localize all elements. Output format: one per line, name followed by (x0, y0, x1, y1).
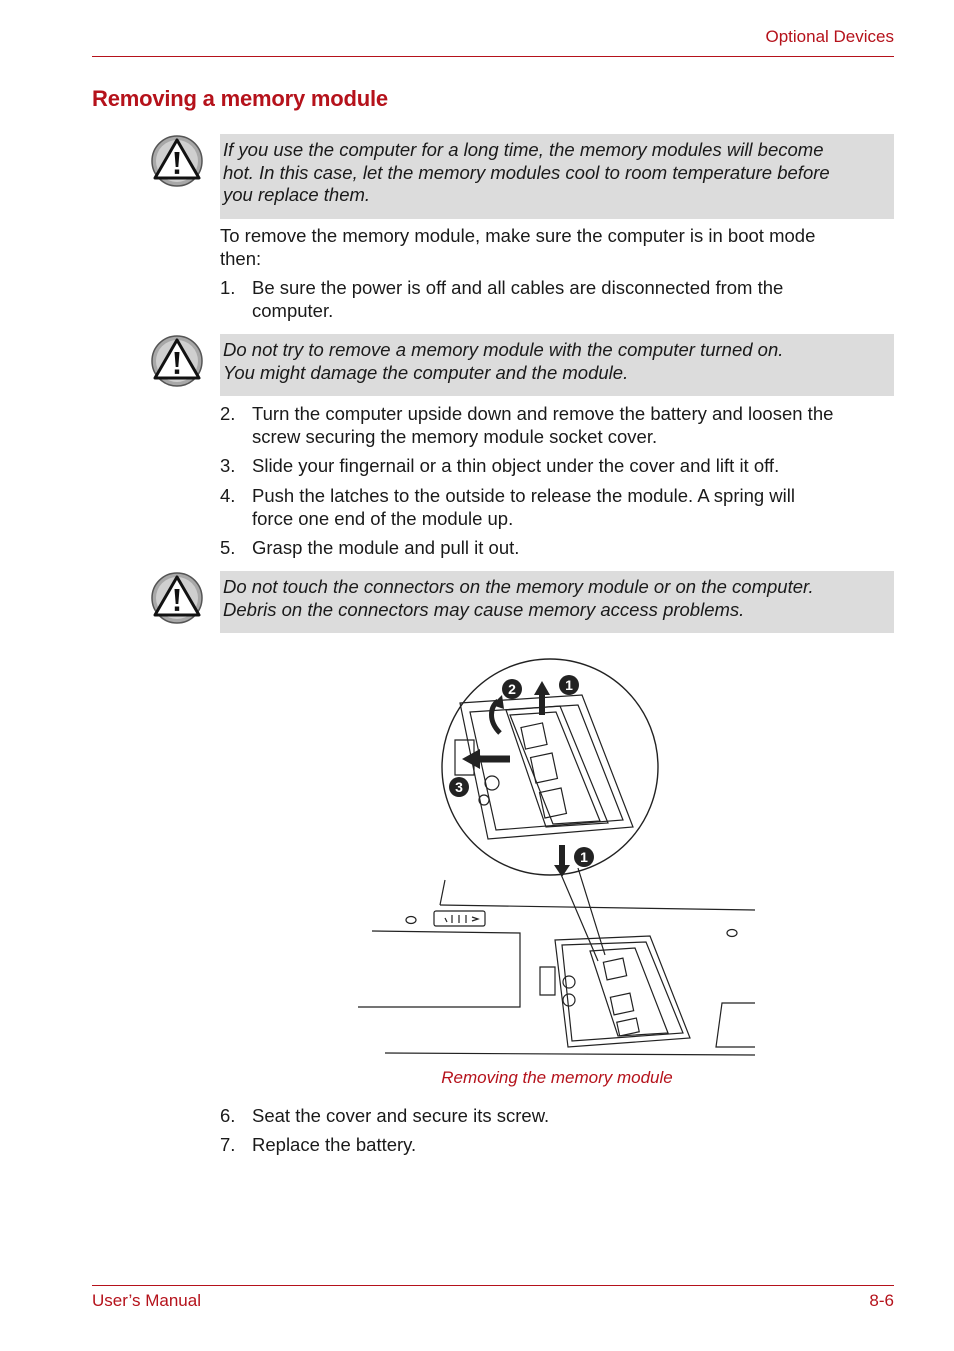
caution-text-line: Debris on the connectors may cause memory access problems. (223, 598, 745, 620)
intro-line: then: (220, 247, 262, 269)
step-number: 1. (220, 277, 236, 298)
step-text-line: Grasp the module and pull it out. (252, 537, 520, 558)
caution-box (220, 571, 894, 633)
step-text-line: Push the latches to the outside to release the module. A spring will (252, 485, 795, 506)
page-number: 8-6 (869, 1291, 894, 1310)
callout-1-bottom (574, 847, 594, 867)
step-number: 7. (220, 1134, 236, 1155)
intro-paragraph (220, 225, 890, 270)
figure-caption: Removing the memory module (441, 1068, 673, 1087)
section-title: Removing a memory module (92, 86, 388, 111)
step-text-line: computer. (252, 299, 334, 321)
step-number: 5. (220, 537, 236, 558)
svg-text:1: 1 (580, 849, 588, 865)
caution-box (220, 334, 894, 396)
step-text-line: screw securing the memory module socket cover. (252, 425, 658, 447)
list-item (220, 455, 894, 478)
caution-triangle-icon (150, 334, 204, 388)
svg-text:1: 1 (565, 677, 573, 693)
caution-text-line: Do not touch the connectors on the memory module or on the computer. (223, 576, 814, 597)
caution-text-line: Do not try to remove a memory module with the computer turned on. (223, 339, 784, 360)
memory-module-illustration (350, 655, 760, 1060)
caution-triangle-icon (150, 134, 204, 188)
step-number: 3. (220, 455, 236, 476)
step-number: 4. (220, 485, 236, 506)
footer-manual-title: User’s Manual (92, 1291, 201, 1310)
caution-text-line: You might damage the computer and the module. (223, 361, 629, 383)
step-text-line: Slide your fingernail or a thin object under the cover and lift it off. (252, 455, 780, 476)
svg-text:3: 3 (455, 779, 463, 795)
callout-1-top (559, 675, 579, 695)
step-text-line: force one end of the module up. (252, 507, 514, 529)
caution-text-line: you replace them. (223, 184, 371, 205)
list-item (220, 537, 894, 560)
caution-box (220, 134, 894, 219)
list-item (220, 485, 894, 531)
list-item (220, 1105, 894, 1128)
step-text-line: Turn the computer upside down and remove the battery and loosen the (252, 403, 834, 424)
step-text-line: Be sure the power is off and all cables are disconnected from the (252, 277, 784, 298)
callout-2 (502, 679, 522, 699)
callout-3 (449, 777, 469, 797)
running-header: Optional Devices (765, 27, 894, 46)
intro-line: To remove the memory module, make sure the computer is in boot mode (220, 225, 816, 246)
footer-rule (92, 1285, 894, 1286)
step-number: 6. (220, 1105, 236, 1126)
list-item (220, 403, 894, 449)
list-item (220, 277, 894, 323)
caution-triangle-icon (150, 571, 204, 625)
header-rule (92, 56, 894, 57)
svg-text:2: 2 (508, 681, 516, 697)
list-item (220, 1134, 894, 1157)
caution-text-line: If you use the computer for a long time, the memory modules will become (223, 139, 824, 160)
step-number: 2. (220, 403, 236, 424)
step-text-line: Replace the battery. (252, 1134, 417, 1155)
step-text-line: Seat the cover and secure its screw. (252, 1105, 550, 1126)
caution-text-line: hot. In this case, let the memory modules cool to room temperature before (223, 161, 830, 183)
